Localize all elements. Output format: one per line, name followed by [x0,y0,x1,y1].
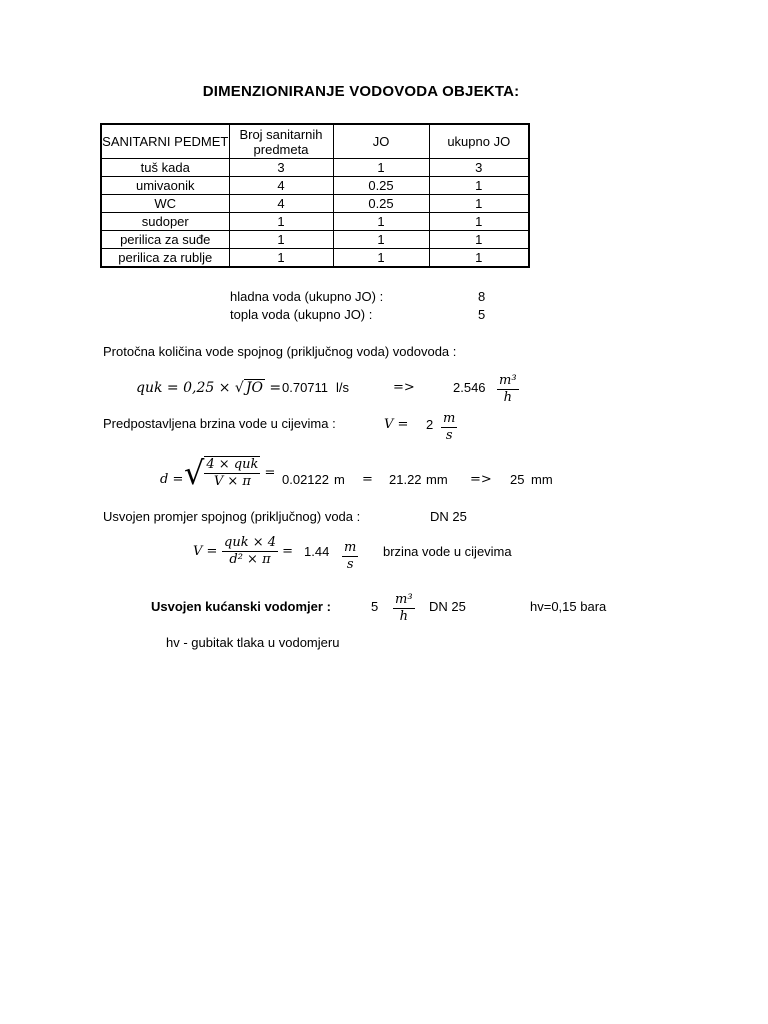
table-cell: 4 [229,195,333,213]
table-cell: 3 [429,159,529,177]
formula-numerator: 4 × quk [206,457,259,472]
column-header: SANITARNI PEDMET [101,124,229,159]
table-row [101,231,529,249]
table-cell: 1 [333,213,429,231]
flow-formula [136,380,281,396]
column-header: Broj sanitarnih predmeta [229,124,333,159]
unit-numerator: m [344,540,357,555]
diameter-arrow: => [470,472,492,487]
unit-numerator: m [443,411,456,426]
flow-arrow: => [393,380,415,395]
meter-label: Usvojen kućanski vodomjer : [151,599,331,614]
fixtures-table [100,123,530,268]
sqrt-symbol: √ [234,380,244,396]
unit-denominator: s [445,428,453,443]
table-cell: 0.25 [333,195,429,213]
adopted-label: Usvojen promjer spojnog (priključnog) voda : [103,509,361,524]
table-cell: perilica za rublje [101,249,229,268]
table-row [101,159,529,177]
table-cell: 1 [429,213,529,231]
flow-unit: l/s [336,380,349,395]
unit-numerator: m³ [395,592,413,607]
velocity-lhs: V = [193,544,218,559]
table-cell: umivaonik [101,177,229,195]
hot-water-value: 5 [478,307,486,322]
velocity-note: brzina vode u cijevima [383,544,512,559]
table-row [101,249,529,268]
speed-unit [441,411,457,444]
table-cell: 1 [229,249,333,268]
flow-formula-lhs: quk = 0,25 × [136,380,231,396]
column-header: ukupno JO [429,124,529,159]
table-cell: 3 [229,159,333,177]
table-cell: sudoper [101,213,229,231]
table-cell: 1 [229,231,333,249]
velocity-eq: = [282,544,294,559]
cold-water-label: hladna voda (ukupno JO) : [230,289,384,304]
diameter-formula [184,454,275,492]
unit-numerator: m³ [499,373,517,388]
velocity-unit [342,540,358,573]
table-cell: 1 [429,231,529,249]
table-cell: 1 [429,195,529,213]
unit-denominator: h [503,390,512,405]
meter-value: 5 [371,599,379,614]
table-row [101,213,529,231]
table-cell: 1 [429,177,529,195]
formula-denominator: V × π [213,474,251,489]
flow-conv-unit [497,373,519,406]
velocity-value: 1.44 [304,544,330,559]
flow-heading: Protočna količina vode spojnog (priključnog voda) vodovoda : [103,344,457,359]
cold-water-value: 8 [478,289,486,304]
speed-value: 2 [426,417,434,432]
meter-dn: DN 25 [429,599,466,614]
diameter-value-mm: 21.22 [389,472,422,487]
table-cell: 4 [229,177,333,195]
page-title: DIMENZIONIRANJE VODOVODA OBJEKTA: [202,83,520,100]
diameter-value-m: 0.02122 [282,472,329,487]
adopted-value: DN 25 [430,509,467,524]
flow-value: 0.70711 [282,380,329,395]
table-cell: 0.25 [333,177,429,195]
table-row [101,195,529,213]
table-cell: 1 [333,249,429,268]
table-cell: perilica za suđe [101,231,229,249]
diameter-eq2: = [362,472,373,487]
table-cell: 1 [333,159,429,177]
diameter-eq: = [264,465,276,481]
speed-label: Predpostavljena brzina vode u cijevima : [103,416,336,431]
hot-water-label: topla voda (ukupno JO) : [230,307,373,322]
table-cell: WC [101,195,229,213]
meter-footnote: hv - gubitak tlaka u vodomjeru [166,635,340,650]
diameter-lhs: d = [160,472,184,487]
unit-denominator: h [399,609,408,624]
table-cell: 1 [429,249,529,268]
speed-symbol: V = [384,417,409,432]
column-header: JO [333,124,429,159]
flow-formula-root: JO [245,380,263,396]
sqrt-symbol: √ [184,454,205,492]
velocity-formula [222,535,293,568]
meter-hv: hv=0,15 bara [530,599,607,614]
table-cell: 1 [333,231,429,249]
meter-unit [393,592,415,625]
table-header-row [101,124,529,159]
table-cell: tuš kada [101,159,229,177]
flow-formula-eq: = [269,380,282,396]
formula-denominator: d² × π [229,552,271,567]
diameter-unit-m: m [334,472,345,487]
formula-numerator: quk × 4 [224,535,276,550]
unit-denominator: s [346,557,354,572]
diameter-unit-mm: mm [426,472,448,487]
flow-converted: 2.546 [453,380,486,395]
table-cell: 1 [229,213,333,231]
diameter-unit-rounded: mm [531,472,553,487]
diameter-rounded: 25 [510,472,525,487]
table-row [101,177,529,195]
